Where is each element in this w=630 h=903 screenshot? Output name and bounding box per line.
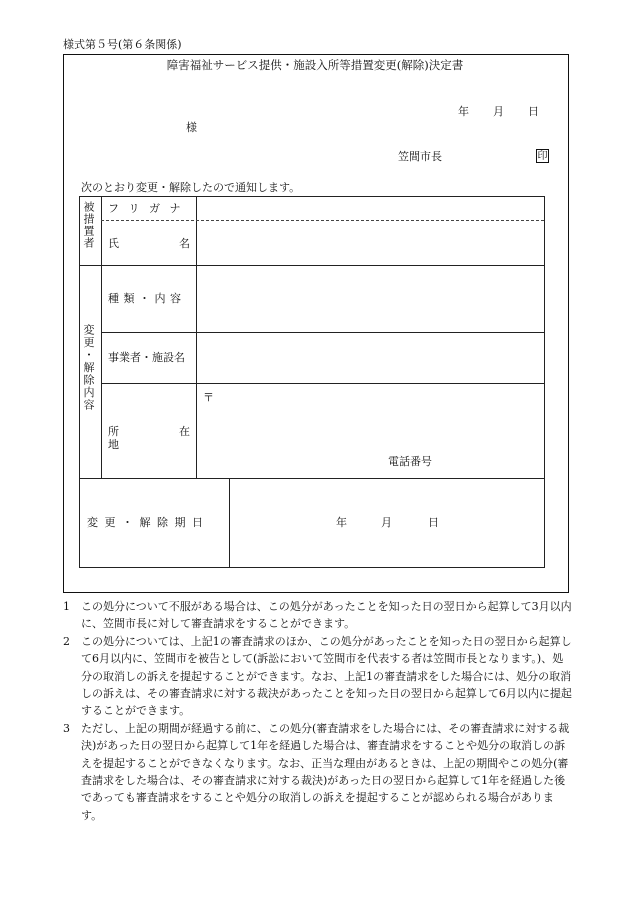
change-date-month: 月 — [381, 516, 392, 529]
document-title: 障害福祉サービス提供・施設入所等措置変更(解除)決定書 — [166, 58, 464, 72]
intro-text: 次のとおり変更・解除したので通知します。 — [81, 181, 301, 194]
name-label-text: 氏 名 — [108, 237, 190, 250]
section-person-label: 被措置者 — [82, 201, 95, 249]
row-divider-4 — [79, 478, 545, 479]
row-divider-1 — [79, 265, 545, 266]
issue-date-day: 日 — [528, 105, 539, 118]
seal-stamp: 印 — [537, 151, 548, 162]
note-item — [63, 598, 573, 633]
issuer-name: 笠間市長 — [398, 150, 442, 163]
note-number: 1 — [63, 600, 70, 613]
issue-date-year: 年 — [458, 105, 469, 118]
change-date-year: 年 — [336, 516, 347, 529]
note-number: 2 — [63, 634, 70, 648]
issue-date-month: 月 — [493, 105, 504, 118]
type-content-label: 種 類 ・ 内 容 — [108, 292, 182, 305]
change-date-day: 日 — [428, 516, 439, 529]
note-text: この処分については、上記1の審査請求のほか、この処分があったことを知った日の翌日から起算して6月以内に、笠間市を被告として(訴訟において笠間市を代表する者は笠間市長となります。)、処分の取消しの訴えを提起することができます。なお、上記1の審査請求をした場合には、処分の取消しの訴えは、その審査請求に対する裁決があったことを知った日の翌日から起算して6月以内に提起することができます。 — [81, 634, 572, 718]
name-label — [108, 237, 190, 250]
furigana-dashed-line — [101, 220, 544, 221]
date-row-divider — [229, 478, 230, 568]
table-right — [544, 196, 545, 568]
address-label — [108, 425, 190, 451]
category-divider — [101, 196, 102, 479]
facility-label: 事業者・施設名 — [108, 351, 185, 364]
note-text: この処分について不服がある場合は、この処分があったことを知った日の翌日から起算して3月以内に、笠間市長に対して審査請求をすることができます。 — [81, 600, 572, 631]
addressee-suffix: 様 — [186, 121, 197, 134]
table-left — [79, 196, 80, 568]
furigana-label: フ リ ガ ナ — [108, 202, 184, 215]
note-item — [63, 633, 573, 720]
row-divider-3 — [101, 383, 545, 384]
form-frame — [63, 54, 569, 593]
note-number: 3 — [63, 721, 70, 735]
postal-mark: 〒 — [203, 391, 214, 404]
note-item — [63, 720, 573, 824]
notes-list — [63, 598, 573, 824]
table-bottom — [79, 567, 545, 568]
change-date-label: 変 更 ・ 解 除 期 日 — [87, 516, 205, 529]
section-change-label: 変更・解除内容 — [82, 324, 95, 412]
table-top — [79, 196, 545, 197]
address-label-text: 所 在 地 — [108, 425, 190, 452]
note-text: ただし、上記の期間が経過する前に、この処分(審査請求をした場合には、その審査請求に対する裁決)があった日の翌日から起算して1年を経過した場合は、審査請求をすることや処分の取消しの訴えを提起することができなくなります。なお、正当な理由があるときは、上記の期間やこの処分(審査請求をした場合は、その審査請求に対する裁決)があった日の翌日から起算して1年を経過した後であっても審査請求をすることや処分の取消しの訴えを提起することが認められる場合があります。 — [81, 721, 570, 822]
label-divider — [196, 196, 197, 479]
phone-label: 電話番号 — [388, 455, 432, 468]
form-number: 様式第５号(第６条関係) — [63, 38, 182, 51]
row-divider-2 — [101, 332, 545, 333]
